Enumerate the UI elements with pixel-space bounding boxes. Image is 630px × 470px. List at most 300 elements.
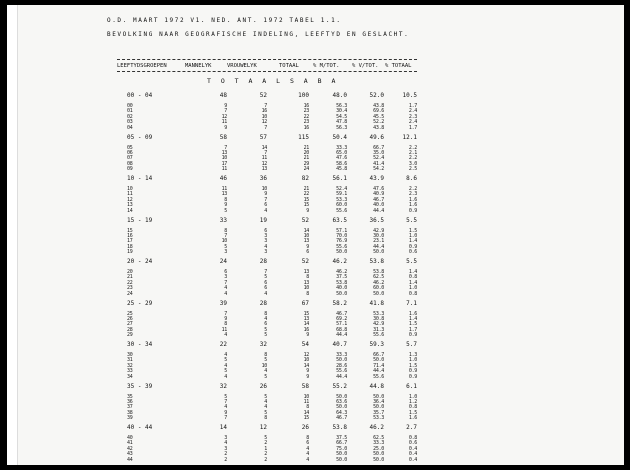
cell-col0: 25: [127, 310, 133, 317]
summary-cell-pt: 6.1: [406, 382, 417, 390]
cell-col0: 26: [127, 315, 133, 322]
summary-cell-t: 82: [301, 175, 309, 182]
cell-col4: 33.3: [336, 144, 347, 151]
cell-col4: 65.0: [336, 149, 347, 156]
cell-col4: 54.5: [336, 113, 347, 120]
cell-col5: 66.7: [373, 352, 384, 358]
col-header-male: MANNELYK: [185, 63, 212, 69]
cell-col1: 5: [224, 357, 227, 364]
cell-col1: 7: [224, 232, 227, 239]
table-header-rule: [117, 71, 417, 72]
cell-col3: 16: [303, 326, 309, 333]
col-header-female: VROUWELYK: [227, 63, 257, 69]
summary-cell-m: 24: [219, 258, 227, 265]
cell-col6: 1.6: [408, 202, 417, 209]
cell-col0: 28: [127, 326, 133, 333]
cell-col1: 9: [224, 202, 227, 209]
cell-col5: 44.4: [373, 368, 384, 375]
cell-col3: 14: [303, 321, 309, 328]
cell-col3: 8: [306, 274, 309, 281]
cell-col6: 1.4: [408, 269, 417, 275]
cell-col5: 69.6: [373, 108, 384, 115]
cell-col3: 16: [303, 103, 309, 109]
cell-col4: 55.6: [336, 243, 347, 250]
summary-cell-m: 46: [219, 175, 227, 182]
summary-cell-v: 28: [259, 299, 267, 307]
cell-col4: 50.0: [336, 290, 347, 297]
summary-cell-label: 15 - 19: [127, 216, 153, 224]
cell-col1: 4: [224, 404, 227, 411]
cell-col3: 10: [303, 357, 309, 364]
cell-col2: 11: [261, 155, 267, 162]
cell-col3: 15: [303, 196, 309, 203]
cell-col5: 35.7: [373, 409, 384, 416]
cell-col2: 12: [261, 119, 267, 126]
cell-col2: 8: [264, 415, 267, 422]
cell-col2: 2: [264, 440, 267, 447]
cell-col6: 0.4: [408, 445, 417, 452]
cell-col1: 3: [224, 445, 227, 452]
cell-col5: 30.8: [373, 315, 384, 322]
cell-col4: 37.5: [336, 274, 347, 281]
cell-col4: 53.8: [336, 279, 347, 286]
cell-col6: 2.3: [408, 191, 417, 198]
cell-col4: 50.0: [336, 393, 347, 400]
cell-col2: 3: [264, 232, 267, 239]
cell-col5: 55.6: [373, 332, 384, 339]
cell-col5: 55.6: [373, 373, 384, 380]
summary-cell-pt: 10.5: [402, 92, 417, 99]
cell-col0: 27: [127, 321, 133, 328]
col-header-pct-total: % TOTAAL: [385, 63, 412, 69]
cell-col1: 8: [224, 196, 227, 203]
cell-col3: 9: [306, 373, 309, 380]
summary-cell-pt: 5.7: [406, 341, 417, 348]
cell-col0: 34: [127, 373, 133, 380]
cell-col0: 24: [127, 290, 133, 297]
cell-col3: 13: [303, 269, 309, 275]
cell-col5: 35.0: [373, 149, 384, 156]
cell-col4: 57.1: [336, 321, 347, 328]
cell-col1: 8: [224, 321, 227, 328]
col-header-pct-female: % V/TOT.: [352, 63, 379, 69]
cell-col1: 8: [224, 227, 227, 234]
cell-col5: 43.8: [373, 124, 384, 131]
cell-col3: 13: [303, 279, 309, 286]
summary-cell-t: 26: [301, 424, 309, 431]
cell-col4: 50.0: [336, 357, 347, 364]
cell-col4: 57.1: [336, 227, 347, 234]
summary-cell-t: 100: [298, 92, 309, 99]
cell-col2: 1: [264, 445, 267, 452]
cell-col5: 47.6: [373, 186, 384, 192]
summary-cell-pm: 55.2: [332, 382, 347, 390]
cell-col6: 0.9: [408, 243, 417, 250]
summary-cell-pv: 49.6: [369, 133, 384, 141]
cell-col3: 10: [303, 393, 309, 400]
summary-cell-m: 14: [219, 424, 227, 431]
cell-col0: 43: [127, 451, 133, 458]
cell-col6: 1.2: [408, 398, 417, 405]
cell-col5: 66.7: [373, 144, 384, 151]
cell-col0: 41: [127, 440, 133, 447]
summary-cell-label: 30 - 34: [127, 341, 153, 348]
cell-col4: 47.6: [336, 155, 347, 162]
summary-cell-m: 58: [219, 133, 227, 141]
summary-cell-label: 10 - 14: [127, 175, 153, 182]
cell-col2: 8: [264, 310, 267, 317]
cell-col3: 8: [306, 435, 309, 441]
cell-col4: 60.0: [336, 202, 347, 209]
cell-col0: 11: [127, 191, 133, 198]
cell-col0: 14: [127, 207, 133, 214]
cell-col4: 70.0: [336, 232, 347, 239]
cell-col2: 3: [264, 238, 267, 245]
cell-col2: 4: [264, 315, 267, 322]
cell-col3: 4: [306, 456, 309, 463]
summary-cell-t: 67: [301, 299, 309, 307]
cell-col1: 11: [221, 326, 227, 333]
cell-col0: 12: [127, 196, 133, 203]
cell-col2: 4: [264, 368, 267, 375]
cell-col1: 5: [224, 207, 227, 214]
cell-col4: 46.7: [336, 415, 347, 422]
cell-col0: 40: [127, 435, 133, 441]
cell-col6: 1.7: [408, 124, 417, 131]
cell-col6: 0.8: [408, 404, 417, 411]
cell-col4: 59.1: [336, 191, 347, 198]
summary-cell-v: 28: [259, 258, 267, 265]
cell-col2: 5: [264, 357, 267, 364]
cell-col6: 0.8: [408, 290, 417, 297]
cell-col0: 13: [127, 202, 133, 209]
cell-col6: 1.7: [408, 103, 417, 109]
cell-col4: 66.7: [336, 440, 347, 447]
cell-col3: 23: [303, 108, 309, 115]
cell-col1: 11: [221, 186, 227, 192]
cell-col2: 9: [264, 191, 267, 198]
cell-col0: 31: [127, 357, 133, 364]
summary-cell-pv: 44.8: [369, 382, 384, 390]
cell-col6: 1.7: [408, 326, 417, 333]
cell-col3: 24: [303, 166, 309, 173]
cell-col2: 7: [264, 103, 267, 109]
cell-col1: 11: [221, 166, 227, 173]
summary-cell-v: 19: [259, 216, 267, 224]
summary-cell-pt: 5.5: [406, 216, 417, 224]
cell-col5: 62.5: [373, 274, 384, 281]
cell-col4: 64.3: [336, 409, 347, 416]
summary-cell-label: 25 - 29: [127, 299, 153, 307]
cell-col3: 29: [303, 160, 309, 167]
summary-cell-pm: 50.4: [332, 133, 347, 141]
cell-col5: 71.4: [373, 362, 384, 369]
cell-col2: 7: [264, 124, 267, 131]
cell-col1: 9: [224, 315, 227, 322]
summary-cell-pv: 36.5: [369, 216, 384, 224]
cell-col6: 1.6: [408, 196, 417, 203]
cell-col2: 12: [261, 160, 267, 167]
cell-col5: 42.9: [373, 321, 384, 328]
summary-cell-pm: 40.7: [332, 341, 347, 348]
cell-col6: 0.8: [408, 274, 417, 281]
cell-col3: 9: [306, 368, 309, 375]
cell-col2: 10: [261, 186, 267, 192]
cell-col5: 52.4: [373, 155, 384, 162]
cell-col3: 9: [306, 207, 309, 214]
summary-cell-pt: 5.5: [406, 258, 417, 265]
cell-col5: 23.1: [373, 238, 384, 245]
summary-cell-pv: 41.8: [369, 299, 384, 307]
cell-col2: 6: [264, 321, 267, 328]
summary-cell-v: 36: [259, 175, 267, 182]
cell-col6: 1.5: [408, 362, 417, 369]
cell-col2: 10: [261, 113, 267, 120]
cell-col4: 40.0: [336, 285, 347, 292]
cell-col3: 9: [306, 243, 309, 250]
cell-col1: 2: [224, 456, 227, 463]
cell-col0: 08: [127, 160, 133, 167]
summary-cell-pt: 8.6: [406, 175, 417, 182]
cell-col6: 1.3: [408, 352, 417, 358]
cell-col1: 9: [224, 103, 227, 109]
cell-col6: 1.5: [408, 321, 417, 328]
cell-col6: 1.0: [408, 393, 417, 400]
cell-col2: 5: [264, 332, 267, 339]
summary-cell-pm: 46.2: [332, 258, 347, 265]
summary-cell-pv: 53.8: [369, 258, 384, 265]
summary-cell-pv: 43.9: [369, 175, 384, 182]
cell-col4: 33.3: [336, 352, 347, 358]
cell-col3: 8: [306, 404, 309, 411]
cell-col1: 4: [224, 352, 227, 358]
cell-col1: 3: [224, 274, 227, 281]
cell-col0: 07: [127, 155, 133, 162]
cell-col2: 6: [264, 202, 267, 209]
cell-col3: 22: [303, 191, 309, 198]
cell-col1: 7: [224, 144, 227, 151]
cell-col2: 16: [261, 108, 267, 115]
cell-col3: 15: [303, 310, 309, 317]
cell-col0: 22: [127, 279, 133, 286]
cell-col5: 52.2: [373, 119, 384, 126]
cell-col6: 1.5: [408, 409, 417, 416]
cell-col5: 53.8: [373, 269, 384, 275]
cell-col0: 38: [127, 409, 133, 416]
cell-col3: 20: [303, 149, 309, 156]
summary-cell-pv: 59.3: [369, 341, 384, 348]
cell-col6: 1.4: [408, 238, 417, 245]
cell-col5: 45.5: [373, 113, 384, 120]
cell-col1: 12: [221, 113, 227, 120]
cell-col1: 3: [224, 435, 227, 441]
cell-col2: 7: [264, 149, 267, 156]
cell-col5: 31.3: [373, 326, 384, 333]
cell-col1: 13: [221, 149, 227, 156]
cell-col5: 62.5: [373, 435, 384, 441]
cell-col3: 6: [306, 440, 309, 447]
cell-col0: 23: [127, 285, 133, 292]
cell-col1: 13: [221, 191, 227, 198]
cell-col3: 15: [303, 202, 309, 209]
cell-col3: 4: [306, 445, 309, 452]
cell-col1: 10: [221, 238, 227, 245]
document-page: [7, 5, 624, 465]
cell-col0: 39: [127, 415, 133, 422]
summary-cell-v: 57: [259, 133, 267, 141]
col-header-total: TOTAAL: [279, 63, 299, 69]
cell-col3: 15: [303, 415, 309, 422]
cell-col1: 4: [224, 332, 227, 339]
cell-col2: 10: [261, 362, 267, 369]
cell-col4: 75.0: [336, 445, 347, 452]
summary-cell-pv: 46.2: [369, 424, 384, 431]
summary-cell-pt: 2.7: [406, 424, 417, 431]
cell-col1: 7: [224, 310, 227, 317]
cell-col5: 50.0: [373, 249, 384, 256]
cell-col0: 09: [127, 166, 133, 173]
cell-col1: 2: [224, 451, 227, 458]
cell-col3: 16: [303, 124, 309, 131]
cell-col5: 46.2: [373, 279, 384, 286]
cell-col3: 23: [303, 119, 309, 126]
cell-col5: 50.0: [373, 290, 384, 297]
cell-col6: 2.4: [408, 108, 417, 115]
cell-col6: 0.4: [408, 451, 417, 458]
cell-col2: 6: [264, 279, 267, 286]
cell-col0: 01: [127, 108, 133, 115]
cell-col0: 17: [127, 238, 133, 245]
summary-cell-t: 52: [301, 258, 309, 265]
cell-col6: 0.9: [408, 373, 417, 380]
cell-col1: 4: [224, 440, 227, 447]
cell-col6: 1.4: [408, 279, 417, 286]
col-header-pct-male: % M/TOT.: [313, 63, 340, 69]
cell-col2: 4: [264, 398, 267, 405]
cell-col1: 9: [224, 124, 227, 131]
cell-col2: 2: [264, 456, 267, 463]
cell-col4: 46.2: [336, 269, 347, 275]
cell-col5: 33.3: [373, 440, 384, 447]
cell-col5: 30.0: [373, 232, 384, 239]
cell-col0: 06: [127, 149, 133, 156]
cell-col0: 32: [127, 362, 133, 369]
cell-col5: 50.0: [373, 357, 384, 364]
cell-col5: 40.9: [373, 191, 384, 198]
cell-col4: 69.2: [336, 315, 347, 322]
cell-col0: 15: [127, 227, 133, 234]
cell-col6: 1.6: [408, 310, 417, 317]
cell-col4: 44.4: [336, 332, 347, 339]
cell-col1: 7: [224, 108, 227, 115]
cell-col5: 41.4: [373, 160, 384, 167]
cell-col3: 6: [306, 249, 309, 256]
cell-col4: 58.6: [336, 160, 347, 167]
cell-col6: 2.2: [408, 186, 417, 192]
cell-col4: 76.9: [336, 238, 347, 245]
summary-cell-m: 33: [219, 216, 227, 224]
cell-col3: 21: [303, 144, 309, 151]
cell-col5: 25.0: [373, 445, 384, 452]
cell-col3: 21: [303, 186, 309, 192]
cell-col0: 16: [127, 232, 133, 239]
cell-col6: 1.0: [408, 285, 417, 292]
cell-col4: 50.0: [336, 451, 347, 458]
cell-col0: 20: [127, 269, 133, 275]
cell-col6: 1.5: [408, 227, 417, 234]
cell-col1: 7: [224, 415, 227, 422]
cell-col4: 55.6: [336, 368, 347, 375]
cell-col2: 5: [264, 373, 267, 380]
cell-col0: 10: [127, 186, 133, 192]
summary-cell-t: 52: [301, 216, 309, 224]
cell-col3: 14: [303, 227, 309, 234]
cell-col2: 6: [264, 227, 267, 234]
cell-col4: 37.5: [336, 435, 347, 441]
cell-col0: 18: [127, 243, 133, 250]
cell-col2: 4: [264, 404, 267, 411]
cell-col3: 8: [306, 290, 309, 297]
section-title: T O T A A L S A B A: [207, 77, 339, 85]
cell-col6: 1.0: [408, 357, 417, 364]
cell-col6: 0.8: [408, 435, 417, 441]
col-header-age: LEEFTYDSGROEPEN: [117, 63, 167, 69]
cell-col4: 50.0: [336, 456, 347, 463]
cell-col5: 42.9: [373, 227, 384, 234]
page-binding-edge: [7, 5, 18, 465]
cell-col5: 43.8: [373, 103, 384, 109]
cell-col1: 6: [224, 269, 227, 275]
cell-col0: 00: [127, 103, 133, 109]
cell-col5: 60.0: [373, 285, 384, 292]
cell-col4: 47.8: [336, 119, 347, 126]
summary-cell-v: 32: [259, 341, 267, 348]
cell-col1: 5: [224, 243, 227, 250]
cell-col6: 1.0: [408, 232, 417, 239]
summary-cell-v: 12: [259, 424, 267, 431]
cell-col3: 14: [303, 362, 309, 369]
cell-col5: 50.0: [373, 456, 384, 463]
cell-col0: 33: [127, 368, 133, 375]
cell-col1: 17: [221, 160, 227, 167]
cell-col2: 5: [264, 326, 267, 333]
cell-col4: 68.8: [336, 326, 347, 333]
cell-col3: 10: [303, 232, 309, 239]
cell-col5: 53.3: [373, 310, 384, 317]
cell-col6: 0.6: [408, 249, 417, 256]
cell-col4: 50.0: [336, 249, 347, 256]
summary-cell-pt: 7.1: [406, 299, 417, 307]
cell-col4: 56.3: [336, 103, 347, 109]
table-top-rule: [117, 59, 417, 60]
cell-col1: 11: [221, 119, 227, 126]
cell-col3: 9: [306, 332, 309, 339]
cell-col1: 4: [224, 373, 227, 380]
cell-col6: 2.2: [408, 144, 417, 151]
cell-col2: 4: [264, 207, 267, 214]
cell-col0: 30: [127, 352, 133, 358]
summary-cell-pm: 48.0: [332, 92, 347, 99]
cell-col5: 50.0: [373, 404, 384, 411]
cell-col0: 04: [127, 124, 133, 131]
cell-col1: 3: [224, 249, 227, 256]
document-header: O.D. MAART 1972 V1. NED. ANT. 1972 TABEL 1.1.: [107, 17, 342, 24]
cell-col4: 46.7: [336, 310, 347, 317]
cell-col4: 28.6: [336, 362, 347, 369]
cell-col6: 0.9: [408, 207, 417, 214]
cell-col2: 5: [264, 393, 267, 400]
cell-col1: 4: [224, 285, 227, 292]
